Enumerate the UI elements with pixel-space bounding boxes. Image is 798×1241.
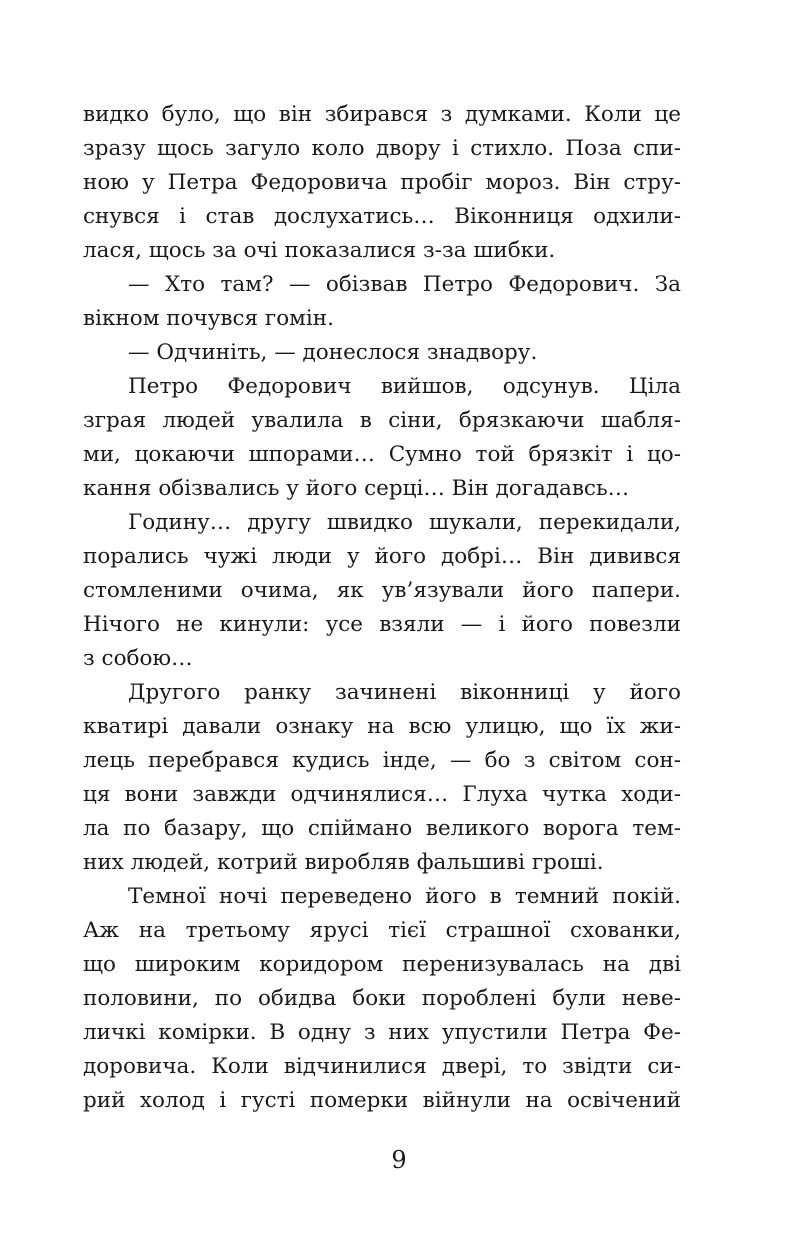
text-line: видко було, що він збирався з думками. Коли це bbox=[83, 102, 681, 127]
text-line: Аж на третьому ярусі тієї страшної схованки, bbox=[83, 918, 681, 943]
text-line: Нічого не кинули: усе взяли — і його повезли bbox=[83, 612, 681, 637]
text-line: стомленими очима, як ув’язували його папери. bbox=[83, 578, 681, 603]
text-line: ла по базару, що спіймано великого ворога тем- bbox=[83, 816, 681, 841]
text-line: личкі комірки. В одну з них упустили Петра Фе- bbox=[83, 1020, 681, 1045]
text-line: Петро Федорович вийшов, одсунув. Ціла bbox=[128, 374, 681, 399]
text-line: Другого ранку зачинені віконниці у його bbox=[128, 680, 681, 705]
text-line: що широким коридором перенизувалась на дві bbox=[83, 952, 681, 977]
text-line: них людей, котрий виробляв фальшиві гроші. bbox=[83, 850, 604, 875]
text-line: снувся і став дослухатись… Віконниця одхили- bbox=[83, 204, 681, 229]
text-line: з собою… bbox=[83, 646, 193, 671]
text-line: лець перебрався кудись інде, — бо з світом сон- bbox=[83, 748, 681, 773]
text-line: лася, щось за очі показалися з-за шибки. bbox=[83, 238, 556, 263]
text-line: — Одчиніть, — донеслося знадвору. bbox=[128, 340, 538, 365]
text-line: доровича. Коли відчинилися двері, то звідти си- bbox=[83, 1054, 681, 1079]
text-line: — Хто там? — обізвав Петро Федорович. За bbox=[128, 272, 681, 297]
text-line: кватирі давали ознаку на всю улицю, що їх жи- bbox=[83, 714, 681, 739]
text-line: вікном почувся гомін. bbox=[83, 306, 334, 331]
page-number: 9 bbox=[391, 1146, 407, 1174]
page-body bbox=[83, 98, 681, 1118]
text-line: Темної ночі переведено його в темний покій. bbox=[128, 884, 681, 909]
text-line: зразу щось загуло коло двору і стихло. Поза спи- bbox=[83, 136, 681, 161]
text-line: порались чужі люди у його добрі… Він дивився bbox=[83, 544, 681, 569]
text-line: Годину… другу швидко шукали, перекидали, bbox=[128, 510, 681, 535]
text-line: половини, по обидва боки пороблені були неве- bbox=[83, 986, 681, 1011]
text-line: рий холод і густі померки війнули на освічений bbox=[83, 1088, 681, 1113]
text-line: зграя людей увалила в сіни, брязкаючи шабля- bbox=[83, 408, 681, 433]
text-line: ною у Петра Федоровича пробіг мороз. Він стру- bbox=[83, 170, 681, 195]
text-line: ця вони завжди одчинялися… Глуха чутка ходи- bbox=[83, 782, 681, 807]
text-line: кання обізвались у його серці… Він догадавсь… bbox=[83, 476, 630, 501]
text-line: ми, цокаючи шпорами… Сумно той брязкіт і цо- bbox=[83, 442, 681, 467]
